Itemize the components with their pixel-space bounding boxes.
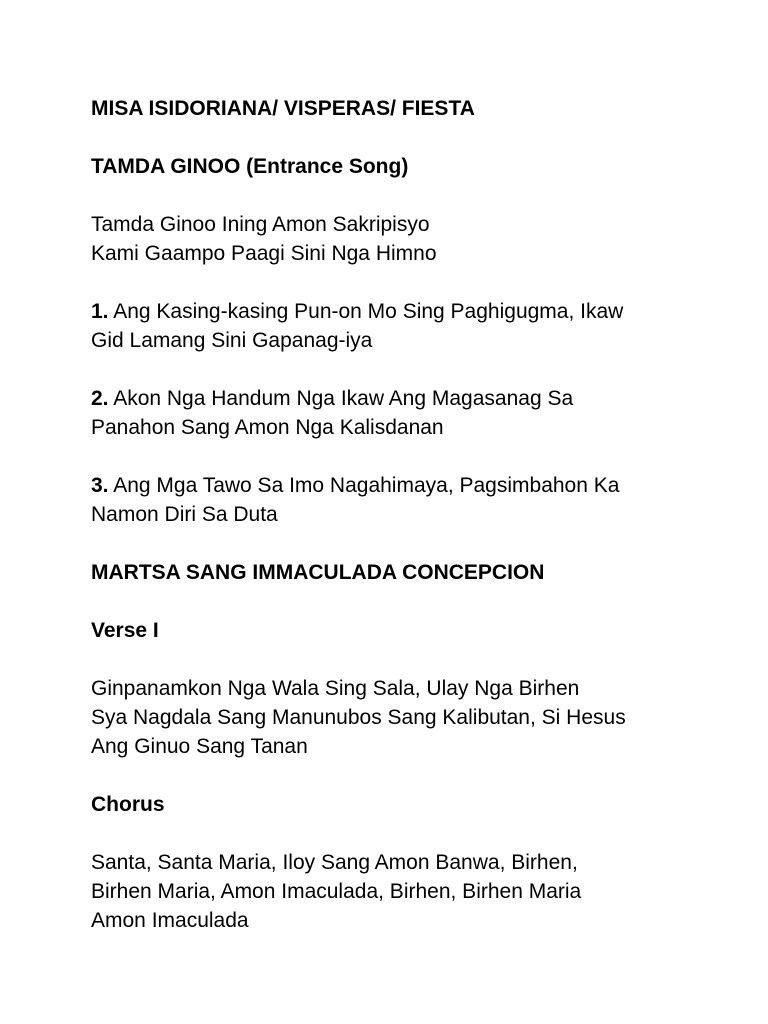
verse-1-lyrics [91,674,691,761]
verse-line [91,471,691,500]
song-refrain [91,210,691,268]
verse-line [91,297,691,326]
verse-number: 3. [91,474,109,497]
lyric-line: Santa, Santa Maria, Iloy Sang Amon Banwa, Birhen, [91,851,578,874]
verse-number: 1. [91,300,109,323]
verse-line [91,384,691,413]
document-page [91,94,691,964]
verse-text: Akon Nga Handum Nga Ikaw Ang Magasanag Sa [108,387,574,410]
song-heading-tamda-ginoo: TAMDA GINOO (Entrance Song) [91,155,409,178]
verse-text: Ang Kasing-kasing Pun-on Mo Sing Paghigugma, Ikaw [108,300,624,323]
verse-line: Namon Diri Sa Duta [91,503,278,526]
refrain-line: Kami Gaampo Paagi Sini Nga Himno [91,242,437,265]
song-verse-3 [91,471,691,529]
verse-text: Ang Mga Tawo Sa Imo Nagahimaya, Pagsimbahon Ka [108,474,620,497]
refrain-line: Tamda Ginoo Ining Amon Sakripisyo [91,213,430,236]
song-verse-2 [91,384,691,442]
song-heading-martsa: MARTSA SANG IMMACULADA CONCEPCION [91,561,545,584]
verse-line: Panahon Sang Amon Nga Kalisdanan [91,416,444,439]
verse-line: Gid Lamang Sini Gapanag-iya [91,329,373,352]
verse-number: 2. [91,387,109,410]
chorus-lyrics [91,848,691,935]
verse-heading: Verse I [91,619,159,642]
song-verse-1 [91,297,691,355]
lyric-line: Ginpanamkon Nga Wala Sing Sala, Ulay Nga Birhen [91,677,580,700]
lyric-line: Ang Ginuo Sang Tanan [91,735,308,758]
lyric-line: Sya Nagdala Sang Manunubos Sang Kalibutan, Si Hesus [91,706,626,729]
lyric-line: Amon Imaculada [91,909,249,932]
lyric-line: Birhen Maria, Amon Imaculada, Birhen, Birhen Maria [91,880,582,903]
chorus-heading: Chorus [91,793,165,816]
document-title: MISA ISIDORIANA/ VISPERAS/ FIESTA [91,97,475,120]
